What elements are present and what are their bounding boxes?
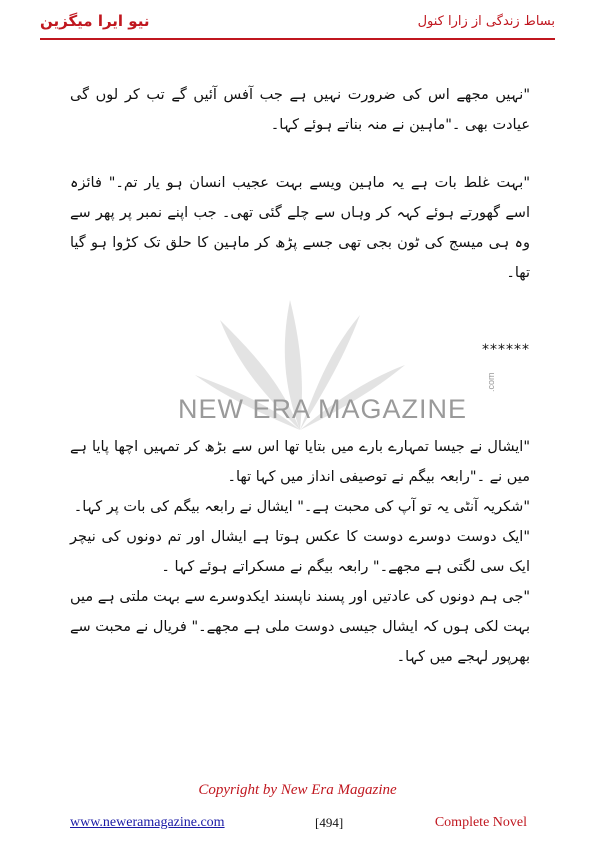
novel-title-author: بساط زندگی از زارا کنول bbox=[417, 14, 555, 29]
website-link[interactable]: www.neweramagazine.com bbox=[70, 815, 225, 830]
paragraph: "جی ہم دونوں کی عادتیں اور پسند ناپسند ایکدوسرے سے بہت ملتی ہے میں بہت لکی ہوں کہ ایشال جیسی دوست ملی ہے مجھے۔" فریال نے محبت سے بھرپور لہجے میں کہا۔ bbox=[70, 589, 530, 665]
text-block-top bbox=[70, 80, 530, 140]
paragraph: "ایک دوست دوسرے دوست کا عکس ہوتا ہے ایشال اور تم دونوں کی نیچر ایک سی لگتی ہے مجھے۔" رابعہ بیگم نے مسکراتے ہوئے کہا ۔ bbox=[70, 529, 530, 575]
paragraph: "نہیں مجھے اس کی ضرورت نہیں ہے جب آفس آئیں گے تب کر لوں گی عیادت بھی ۔"ماہین نے منہ بناتے ہوئے کہا۔ bbox=[70, 87, 530, 133]
page-header bbox=[40, 10, 555, 36]
text-block-bottom bbox=[70, 432, 530, 672]
watermark-suffix: .com bbox=[486, 372, 496, 392]
text-block-top-2 bbox=[70, 168, 530, 288]
paragraph: "شکریہ آنٹی یہ تو آپ کی محبت ہے۔" ایشال نے رابعہ بیگم کی بات پر کہا۔ bbox=[73, 499, 530, 515]
scene-separator: ****** bbox=[482, 342, 530, 358]
header-divider bbox=[40, 38, 555, 40]
paragraph: "ایشال نے جیسا تمہارے بارے میں بتایا تھا اس سے بڑھ کر تمہیں اچھا پایا ہے میں نے ۔"رابعہ بیگم نے توصیفی انداز میں کہا تھا۔ bbox=[70, 439, 530, 485]
copyright-line: Copyright by New Era Magazine bbox=[198, 782, 397, 798]
paragraph: "بہت غلط بات ہے یہ ماہین ویسے بہت عجیب انسان ہو یار تم۔" فائزہ اسے گھورتے ہوئے کہہ کر وہاں سے چلے گئی تھی۔ جب اپنے نمبر پر پھر سے وہ ہی میسج کی ٹون بجی تھی جسے پڑھ کر ماہین کا حلق تک کڑوا ہو گیا تھا۔ bbox=[70, 175, 530, 281]
watermark-text: NEW ERA MAGAZINE bbox=[178, 394, 468, 424]
footer-label: Complete Novel bbox=[434, 815, 527, 830]
publisher-name: نیو ایرا میگزین bbox=[40, 12, 150, 30]
page-number: [494] bbox=[315, 815, 344, 830]
